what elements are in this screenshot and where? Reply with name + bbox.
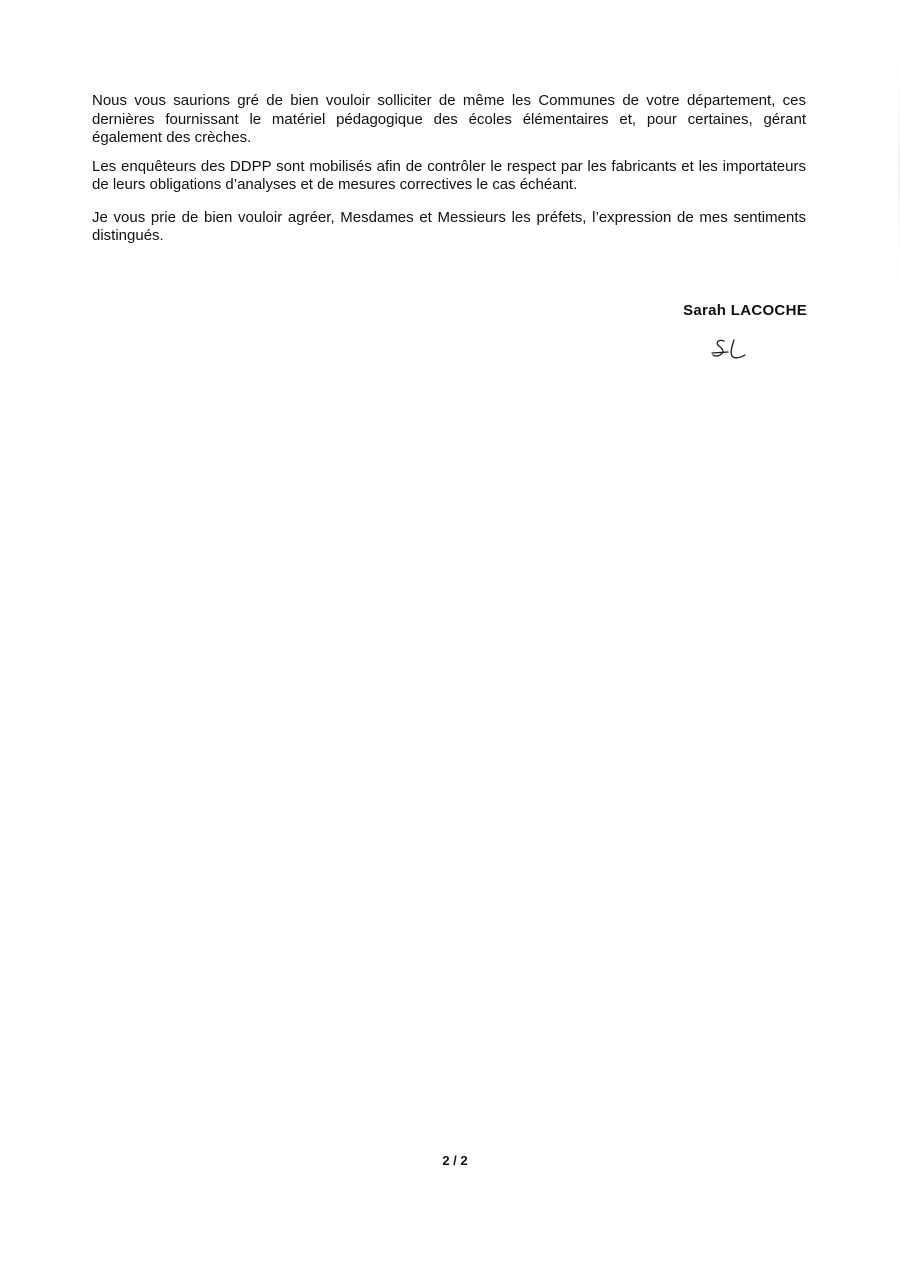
paragraph-closing: Je vous prie de bien vouloir agréer, Mesdames et Messieurs les préfets, l’expression de mes sentiments distingués. <box>92 208 806 244</box>
signatory-name: Sarah LACOCHE <box>683 302 807 319</box>
letter-body <box>92 92 806 256</box>
page-number: 2 / 2 <box>442 1153 468 1168</box>
paragraph-communes: Nous vous saurions gré de bien vouloir solliciter de même les Communes de votre département, ces dernières fournissant le matériel pédagogique des écoles élémentaires et, pour certaines, gérant également des crèches. <box>92 92 806 146</box>
handwritten-signature <box>710 336 752 364</box>
paragraph-enqueteurs: Les enquêteurs des DDPP sont mobilisés afin de contrôler le respect par les fabricants et les importateurs de leurs obligations d’analyses et de mesures correctives le cas échéant. <box>92 157 806 193</box>
